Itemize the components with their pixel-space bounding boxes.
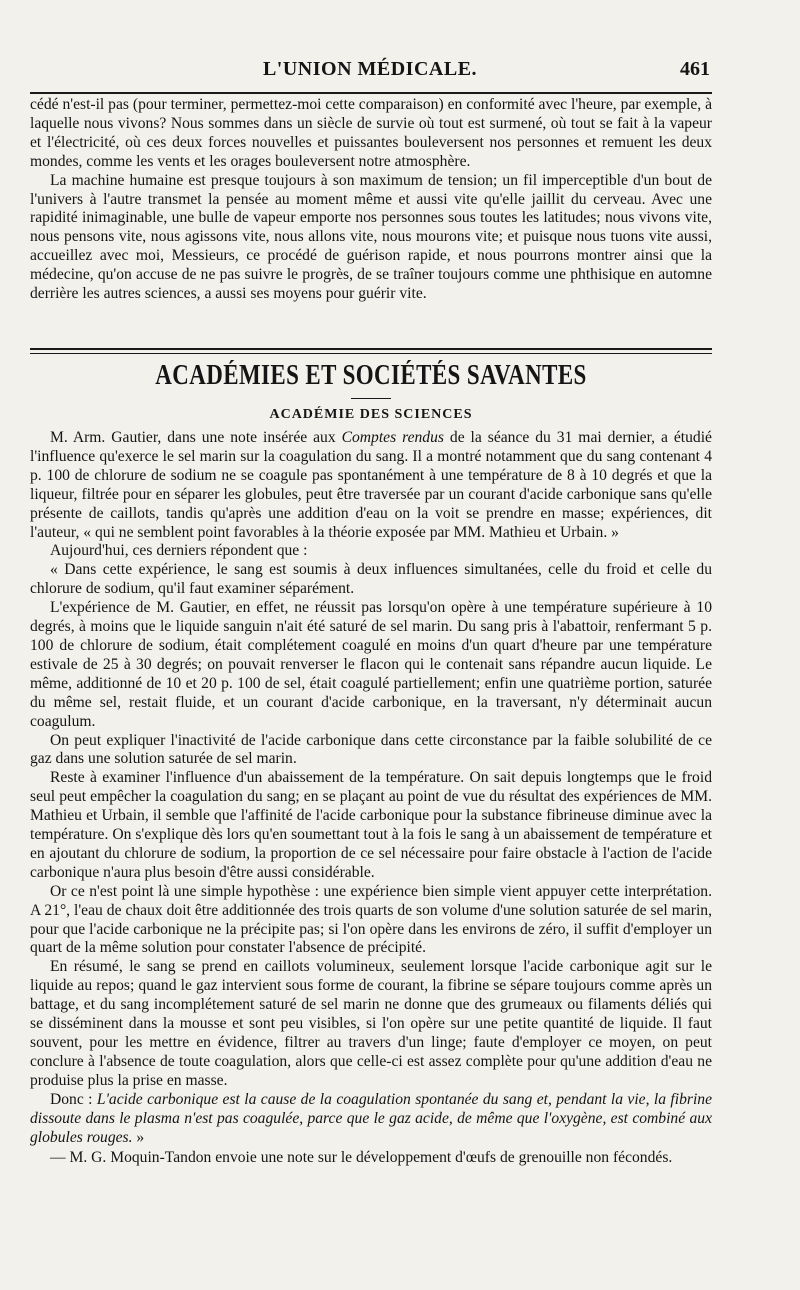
article-paragraph: Or ce n'est point là une simple hypothèse : une expérience bien simple vient appuyer cette interprétation. A 21°, l'eau de chaux doit être additionnée des trois quarts de son volume d'une solution saturée de sel marin, pour que l'acide carbonique ne la précipite pas; si l'on opère dans les environs de zéro, il suffit d'employer un quart de la même solution pour constater l'absence de précipité.	[30, 882, 712, 957]
running-title: L'UNION MÉDICALE.	[262, 58, 478, 80]
subsection-title: ACADÉMIE DES SCIENCES	[269, 407, 473, 422]
section-rule	[30, 348, 712, 354]
academies-section	[30, 348, 712, 1168]
text-span: Donc :	[50, 1090, 97, 1108]
page-number: 461	[680, 58, 710, 80]
article-paragraph: L'expérience de M. Gautier, en effet, ne réussit pas lorsqu'on opère à une température supérieure à 10 degrés, à moins que le liquide sanguin n'ait été saturé de sel marin. Du sang pris à l'abattoir, renfermant 5 p. 100 de chlorure de sodium, était complétement coagulé en moins d'un quart d'heure par une température estivale de 25 à 30 degrés; on pouvait renverser le flacon qui le contenait sans répandre aucun liquide. Le même, additionné de 10 et 20 p. 100 de sel, était coagulé partiellement; enfin une quatrième portion, saturée du même sel, restait fluide, et un courant d'acide carbonique, en la traversant, n'y déterminait aucun coagulum.	[30, 599, 712, 730]
header-rule	[30, 92, 712, 94]
text-span: de la séance du 31 mai dernier, a étudié l'influence qu'exerce le sel marin sur la coagulation du sang. Il a montré notamment que du sang contenant 4 p. 100 de chlorure de sodium ne se coagule pas spontanément à une température de 8 à 10 degrés et que la liqueur, filtrée pour en séparer les globules, peut être traversée par un courant d'acide carbonique sans qu'elle présente de caillots, tandis qu'après une addition d'eau on la voit se prendre en masse; expériences, dit l'auteur, « qui ne semblent point favorables à la théorie exposée par MM. Mathieu et Urbain. »	[30, 429, 712, 541]
article-paragraph	[30, 429, 712, 542]
intro-text	[30, 96, 712, 304]
section-title: ACADÉMIES ET SOCIÉTÉS SAVANTES	[155, 360, 587, 391]
text-span: »	[132, 1128, 145, 1146]
article-paragraph: On peut expliquer l'inactivité de l'acide carbonique dans cette circonstance par la faible solubilité de ce gaz dans une solution saturée de sel marin.	[30, 731, 712, 768]
page-header	[30, 58, 710, 88]
article-paragraph: « Dans cette expérience, le sang est soumis à deux influences simultanées, celle du froid et celle du chlorure de sodium, qu'il faut examiner séparément.	[30, 561, 712, 598]
intro-paragraph: La machine humaine est presque toujours à son maximum de tension; un fil imperceptible d'un bout de l'univers à l'autre transmet la pensée au moment même et aussi vite qu'elle jaillit du cerveau. Avec une rapidité inimaginable, une bulle de vapeur emporte nos personnes sous toutes les latitudes; nous vivons vite, nous pensons vite, nous agissons vite, nous allons vite, nous mourons vite; et puisque nous tuons vite aussi, accueillez avec moi, Messieurs, ce procédé de guérison rapide, et nous pourrons montrer ainsi que la médecine, qu'on accuse de ne pas suivre le progrès, de se traîner toujours comme une phthisique en automne derrière les autres sciences, a aussi ses moyens pour guérir vite.	[30, 171, 712, 303]
journal-title: Comptes rendus	[341, 429, 444, 446]
article-paragraph: En résumé, le sang se prend en caillots volumineux, seulement lorsque l'acide carbonique agit sur le liquide au repos; quand le gaz intervient sous forme de courant, la fibrine se sépare toujours comme après un battage, et du sang incomplétement saturé de sel marin ne donne que des grumeaux ou filaments déliés qui se disséminent dans la mousse et sont peu visibles, si l'on opère sur une petite quantité de liquide. Il faut souvent, pour les mettre en évidence, filtrer au travers d'un linge; faute d'employer ce moyen, on peut conclure à l'absence de toute coagulation, alors que celle-ci est assez complète pour qu'une addition d'eau ne produise plus la prise en masse.	[30, 958, 712, 1089]
title-rule	[351, 398, 391, 399]
conclusion-paragraph	[30, 1091, 712, 1148]
conclusion-italic: L'acide carbonique est la cause de la coagulation spontanée du sang et, pendant la vie, la fibrine dissoute dans le plasma n'est pas coagulée, parce que le gaz acide, de même que l'oxygène, est combiné aux globules rouges.	[30, 1090, 713, 1146]
article-paragraph: Reste à examiner l'influence d'un abaissement de la température. On sait depuis longtemps que le froid seul peut empêcher la coagulation du sang; en se plaçant au point de vue du résultat des expériences de MM. Mathieu et Urbain, il semble que l'affinité de l'acide carbonique pour la substance fibrineuse diminue avec la température. On s'explique dès lors qu'en soumettant tout à la fois le sang à un abaissement de température et en ajoutant du chlorure de sodium, la proportion de ce sel nécessaire pour faire obstacle à l'action de l'acide carbonique n'aura plus besoin d'être aussi considérable.	[30, 769, 712, 881]
text-span: M. Arm. Gautier, dans une note insérée aux	[50, 429, 342, 446]
article-paragraph: — M. G. Moquin-Tandon envoie une note sur le développement d'œufs de grenouille non fécondés.	[50, 1149, 673, 1167]
intro-paragraph: cédé n'est-il pas (pour terminer, permettez-moi cette comparaison) en conformité avec l'heure, par exemple, à laquelle nous vivons? Nous sommes dans un siècle de survie où tout est surmené, où tout se fait à la vapeur et l'électricité, où ces deux forces nouvelles et puissantes bouleversent nos personnes et remuent les deux mondes, comme les vents et les orages bouleversent notre atmosphère.	[30, 96, 712, 170]
article-paragraph: Aujourd'hui, ces derniers répondent que :	[50, 542, 308, 560]
